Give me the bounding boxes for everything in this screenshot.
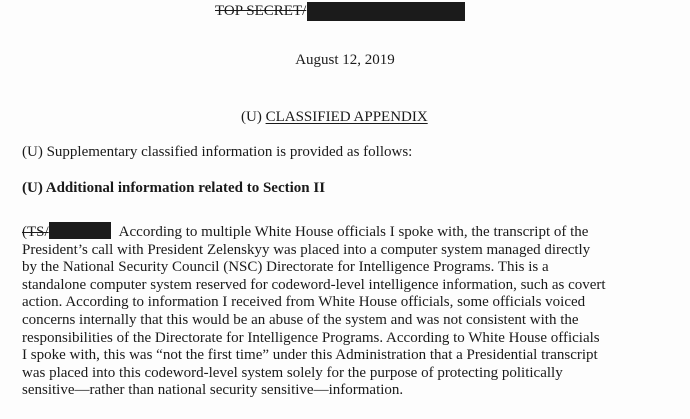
supplementary-statement: (U) Supplementary classified information is provided as follows: bbox=[22, 144, 413, 160]
paragraph-marking: (TS/ bbox=[22, 224, 49, 240]
paragraph-line: action. According to information I received from White House officials, some officials voiced bbox=[22, 294, 586, 311]
paragraph-line: concerns internally that this would be an abuse of the system and was not consistent with the bbox=[22, 311, 579, 328]
classification-struck-text: TOP SECRET/ bbox=[215, 2, 307, 19]
redaction-block bbox=[307, 2, 465, 21]
appendix-title bbox=[241, 109, 428, 126]
paragraph-line: by the National Security Council (NSC) Directorate for Intelligence Programs. This is a bbox=[22, 259, 549, 276]
date-text: August 12, 2019 bbox=[295, 52, 395, 68]
section-heading: (U) Additional information related to Section II bbox=[22, 180, 326, 196]
paragraph-line: responsibilities of the Directorate for Intelligence Programs. According to White House officials bbox=[22, 329, 600, 346]
paragraph-line bbox=[22, 222, 672, 242]
body-paragraph bbox=[22, 222, 672, 400]
paragraph-line: standalone computer system reserved for codeword-level intelligence information, such as covert bbox=[22, 276, 606, 293]
appendix-prefix: (U) bbox=[241, 109, 262, 125]
document-date bbox=[0, 52, 690, 69]
paragraph-line: President’s call with President Zelenskyy was placed into a computer system managed directly bbox=[22, 241, 591, 258]
redaction-block bbox=[49, 222, 111, 239]
paragraph-line: I spoke with, this was “not the first time” under this Administration that a Presidential transcript bbox=[22, 347, 598, 364]
appendix-title-text: CLASSIFIED APPENDIX bbox=[265, 109, 428, 125]
paragraph-line: was placed into this codeword-level system solely for the purpose of protecting politically bbox=[22, 364, 563, 381]
paragraph-line: sensitive—rather than national security sensitive—information. bbox=[22, 382, 404, 399]
paragraph-line-text: According to multiple White House officials I spoke with, the transcript of the bbox=[118, 224, 589, 240]
classification-marking bbox=[215, 2, 465, 21]
